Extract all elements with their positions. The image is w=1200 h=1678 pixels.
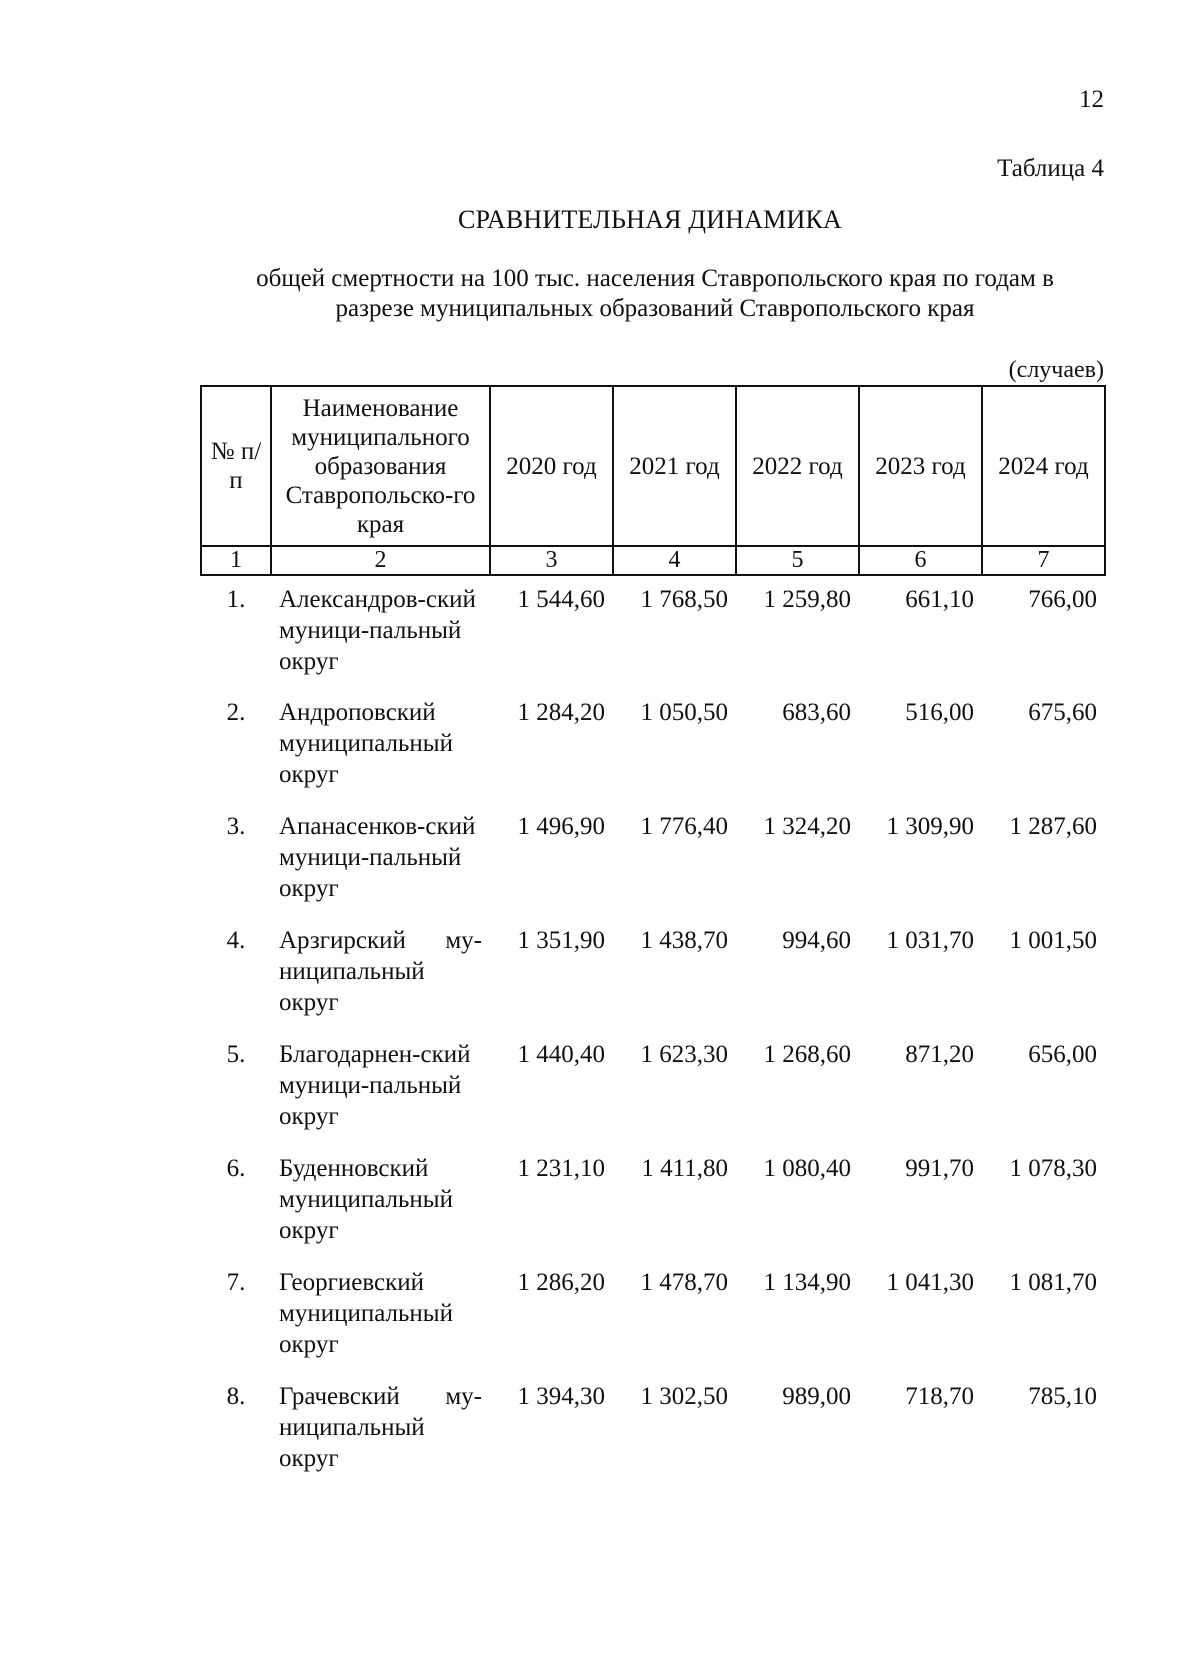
row-number: 6. [226,1155,246,1182]
value-cell: 1 284,20 [517,699,605,726]
page-number: 12 [1079,86,1104,113]
table-row [201,803,1105,917]
value-cell: 1 324,20 [763,813,851,840]
value-cell: 1 351,90 [517,927,605,954]
table-label: Таблица 4 [997,155,1104,182]
value-cell: 1 287,60 [1009,813,1097,840]
value-cell: 1 001,50 [1009,927,1097,954]
row-number: 4. [226,927,246,954]
units-label: (случаев) [1008,357,1104,383]
municipality-name: Георгиевский муниципальный округ [279,1269,453,1358]
value-cell: 1 440,40 [517,1041,605,1068]
municipality-name: Буденновский муниципальный округ [279,1155,453,1244]
column-number: 3 [490,546,613,575]
value-cell: 1 081,70 [1009,1269,1097,1296]
column-number: 5 [736,546,859,575]
header-num: № п/п [201,386,271,546]
value-cell: 1 496,90 [517,813,605,840]
mortality-table [200,385,1106,1487]
value-cell: 1 259,80 [763,586,851,613]
value-cell: 1 302,50 [640,1383,728,1410]
header-name: Наименование муниципального образования Ставропольско-го края [271,386,490,546]
value-cell: 1 478,70 [640,1269,728,1296]
municipality-name: Андроповский муниципальный округ [279,699,453,788]
header-year: 2023 год [859,386,982,546]
value-cell: 661,10 [905,586,974,613]
value-cell: 785,10 [1028,1383,1097,1410]
column-number: 1 [201,546,271,575]
value-cell: 1 078,30 [1009,1155,1097,1182]
row-number: 5. [226,1041,246,1068]
table-row [201,917,1105,1031]
document-title: СРАВНИТЕЛЬНАЯ ДИНАМИКА [457,205,842,234]
value-cell: 1 268,60 [763,1041,851,1068]
header-year: 2022 год [736,386,859,546]
row-number: 7. [226,1269,246,1296]
value-cell: 675,60 [1028,699,1097,726]
municipality-name: Благодарнен-ский муници-пальный округ [279,1041,471,1130]
value-cell: 1 050,50 [640,699,728,726]
value-cell: 766,00 [1028,586,1097,613]
header-year: 2020 год [490,386,613,546]
value-cell: 1 080,40 [763,1155,851,1182]
table-row [201,1031,1105,1145]
document-subtitle: общей смертности на 100 тыс. населения Ставропольского края по годам в разрезе муниципальных образований Ставропольского края [256,265,1054,322]
header-year: 2021 год [613,386,736,546]
header-year: 2024 год [982,386,1105,546]
column-number: 7 [982,546,1105,575]
value-cell: 683,60 [782,699,851,726]
column-number: 6 [859,546,982,575]
value-cell: 871,20 [905,1041,974,1068]
value-cell: 1 623,30 [640,1041,728,1068]
value-cell: 989,00 [782,1383,851,1410]
column-number: 2 [271,546,490,575]
municipality-name: Апанасенков-ский муници-пальный округ [279,813,476,902]
value-cell: 1 134,90 [763,1269,851,1296]
value-cell: 1 286,20 [517,1269,605,1296]
value-cell: 1 309,90 [886,813,974,840]
table-row [201,689,1105,803]
value-cell: 1 394,30 [517,1383,605,1410]
value-cell: 991,70 [905,1155,974,1182]
value-cell: 994,60 [782,927,851,954]
table-header-row [201,386,1105,546]
value-cell: 1 031,70 [886,927,974,954]
row-number: 2. [226,699,246,726]
value-cell: 1 041,30 [886,1269,974,1296]
municipality-name: Александров-ский муници-пальный округ [279,586,476,675]
value-cell: 1 768,50 [640,586,728,613]
row-number: 8. [226,1383,246,1410]
value-cell: 1 776,40 [640,813,728,840]
row-number: 3. [226,813,246,840]
table-row [201,1145,1105,1259]
table-row [201,575,1105,689]
municipality-name: Арзгирский му-ниципальный округ [279,927,482,1016]
column-number-row [201,546,1105,575]
column-number: 4 [613,546,736,575]
municipality-name: Грачевский му-ниципальный округ [279,1383,482,1472]
row-number: 1. [226,586,246,613]
value-cell: 1 438,70 [640,927,728,954]
table-row [201,1259,1105,1373]
value-cell: 516,00 [905,699,974,726]
table-row [201,1373,1105,1487]
value-cell: 1 411,80 [641,1155,728,1182]
value-cell: 718,70 [905,1383,974,1410]
value-cell: 1 231,10 [517,1155,605,1182]
value-cell: 1 544,60 [517,586,605,613]
value-cell: 656,00 [1028,1041,1097,1068]
